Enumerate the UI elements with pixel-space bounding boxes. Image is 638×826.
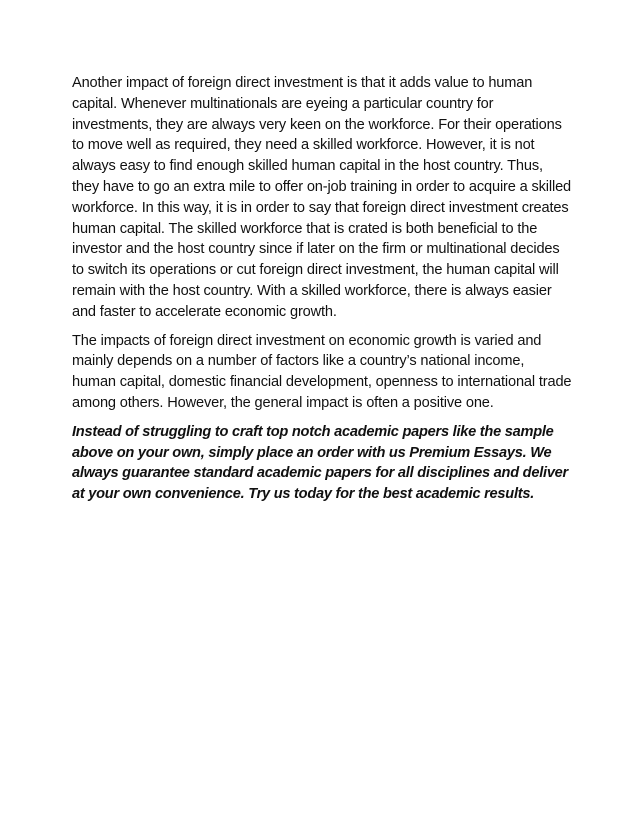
document-body: [72, 73, 572, 505]
body-paragraph: The impacts of foreign direct investment on economic growth is varied and mainly depends on a number of factors like a country’s national income, human capital, domestic financial development, openness to international trade among others. However, the general impact is often a positive one.: [72, 332, 572, 411]
body-paragraph: Another impact of foreign direct investment is that it adds value to human capital. Whenever multinationals are eyeing a particular country for investments, they are always very keen on the workforce. For their operations to move well as required, they need a skilled workforce. However, it is not always easy to find enough skilled human capital in the host country. Thus, they have to go an extra mile to offer on-job training in order to acquire a skilled workforce. In this way, it is in order to say that foreign direct investment creates human capital. The skilled workforce that is crated is both beneficial to the investor and the host country since if later on the firm or multinational decides to switch its operations or cut foreign direct investment, the human capital will remain with the host country. With a skilled workforce, there is always easier and faster to accelerate economic growth.: [72, 75, 572, 320]
promo-paragraph: Instead of struggling to craft top notch academic papers like the sample above on your own, simply place an order with us Premium Essays. We always guarantee standard academic papers for all disciplines and deliver at your own convenience. Try us today for the best academic results.: [72, 423, 568, 503]
